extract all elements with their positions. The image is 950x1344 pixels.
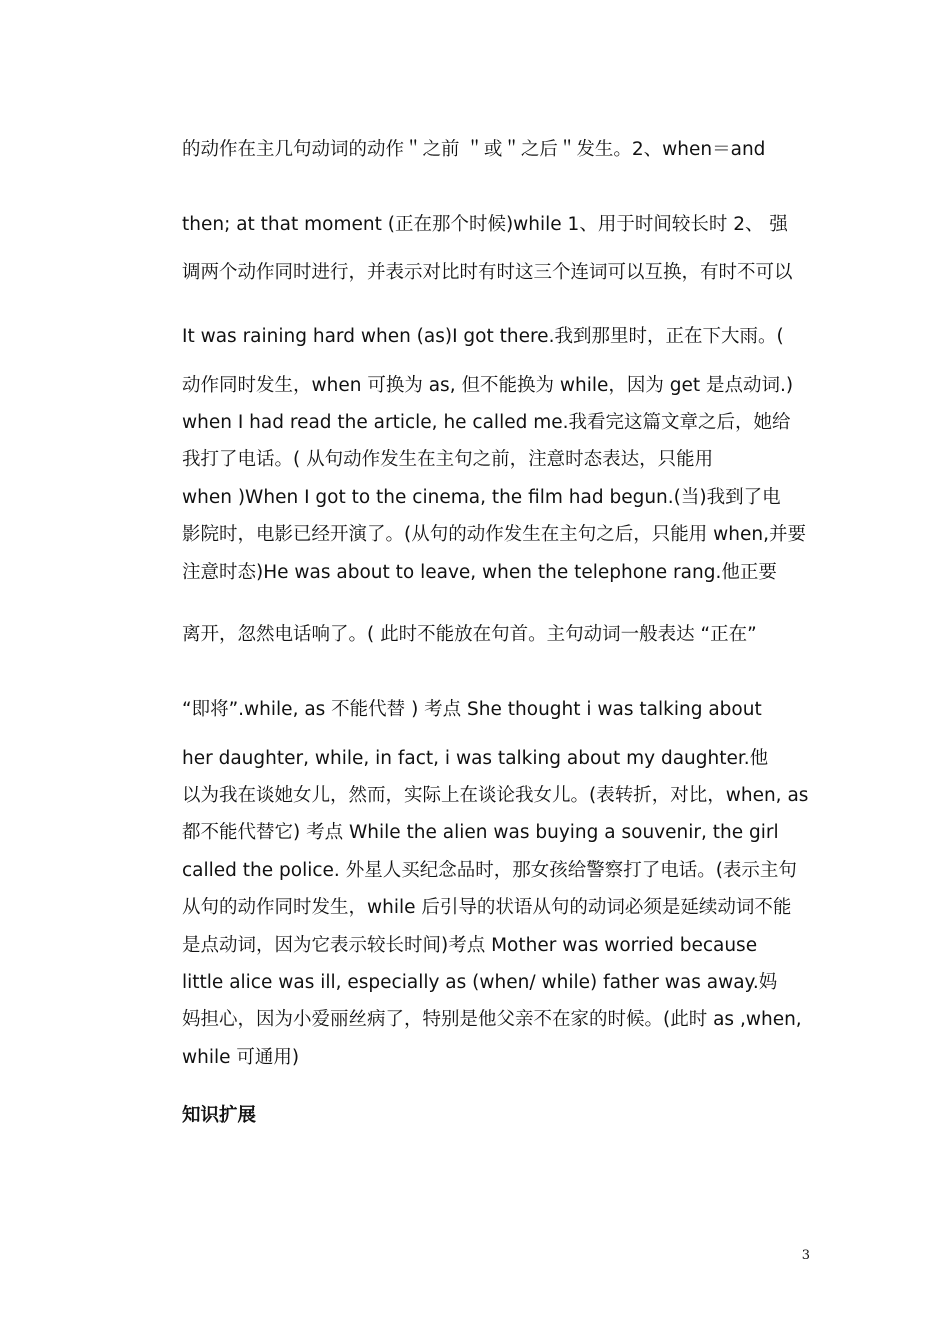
- body-text-line: 都不能代替它) 考点 While the alien was buying a souvenir, the girl: [182, 822, 779, 843]
- body-text-line: 调两个动作同时进行，并表示对比时有时这三个连词可以互换，有时不可以: [182, 262, 793, 283]
- body-text-line: her daughter, while, in fact, i was talking about my daughter.他: [182, 748, 769, 769]
- body-text-line: 的动作在主几句动词的动作＂之前 ＂或＂之后＂发生。2、when＝and: [182, 139, 766, 160]
- body-text-line: while 可通用): [182, 1047, 300, 1068]
- section-heading: 知识扩展: [182, 1105, 257, 1126]
- body-text-line: 是点动词，因为它表示较长时间)考点 Mother was worried because: [182, 935, 758, 956]
- body-text-line: 从句的动作同时发生，while 后引导的状语从句的动词必须是延续动词不能: [182, 897, 792, 918]
- body-text-line: It was raining hard when (as)I got there.我到那里时，正在下大雨。(: [182, 326, 784, 347]
- body-text-line: 妈担心，因为小爱丽丝病了，特别是他父亲不在家的时候。(此时 as ,when,: [182, 1009, 802, 1030]
- body-text-line: when )When I got to the cinema, the film had begun.(当)我到了电: [182, 487, 781, 508]
- body-text-line: little alice was ill, especially as (when/ while) father was away.妈: [182, 972, 778, 993]
- body-text-line: 注意时态)He was about to leave, when the telephone rang.他正要: [182, 562, 777, 583]
- body-text-line: when I had read the article, he called me.我看完这篇文章之后，她给: [182, 412, 791, 433]
- body-text-line: called the police. 外星人买纪念品时，那女孩给警察打了电话。(表示主句: [182, 860, 797, 881]
- body-text-line: 我打了电话。( 从句动作发生在主句之前，注意时态表达，只能用: [182, 449, 714, 470]
- page-number: 3: [801, 1248, 810, 1263]
- body-text-line: “即将”.while, as 不能代替 ) 考点 She thought i was talking about: [182, 699, 762, 720]
- body-text-line: 影院时，电影已经开演了。(从句的动作发生在主句之后，只能用 when,并要: [182, 524, 806, 545]
- body-text-line: 以为我在谈她女儿，然而，实际上在谈论我女儿。(表转折，对比，when, as: [182, 785, 809, 806]
- body-text-line: then; at that moment (正在那个时候)while 1、用于时间较长时 2、 强: [182, 214, 788, 235]
- body-text-line: 离开，忽然电话响了。( 此时不能放在句首。主句动词一般表达 “正在”: [182, 624, 757, 645]
- body-text-line: 动作同时发生，when 可换为 as, 但不能换为 while，因为 get 是点动词.): [182, 375, 794, 396]
